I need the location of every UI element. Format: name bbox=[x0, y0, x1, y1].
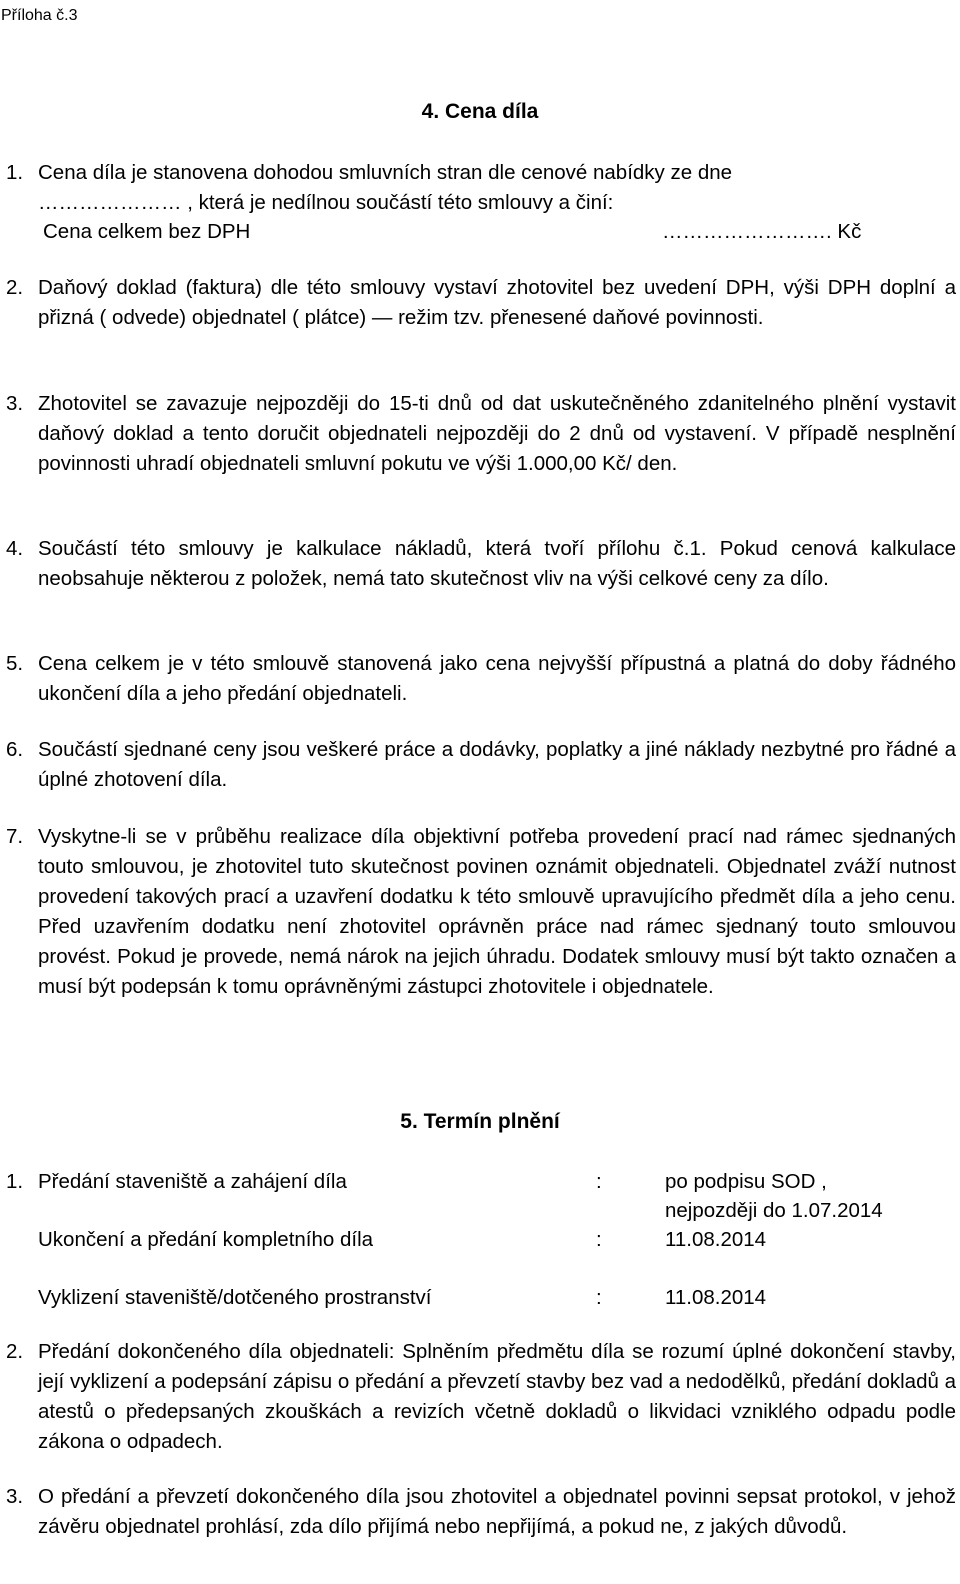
paragraph-text: Předání dokončeného díla objednateli: Splněním předmětu díla se rozumí úplné dokončení stavby, její vyklizení a podepsání zápisu o předání a převzetí stavby bez vad a nedodělků, předání dokladů a atestů o předepsaných zkouškách a revizích včetně dokladů o likvidaci vzniklého odpadu podle zákona o odpadech. bbox=[38, 1340, 956, 1453]
paragraph-6 bbox=[6, 735, 956, 795]
paragraph-text: O předání a převzetí dokončeného díla jsou zhotovitel a objednatel povinni sepsat protokol, v jehož závěru objednatel prohlásí, zda dílo přijímá nebo nepřijímá, a pokud ne, z jakých důvodů. bbox=[38, 1485, 956, 1538]
p1-line2: ………………… , která je nedílnou součástí této smlouvy a činí: bbox=[38, 191, 614, 214]
schedule-separator: : bbox=[596, 1170, 602, 1193]
paragraph-number: 2. bbox=[6, 276, 24, 299]
paragraph-number: 2. bbox=[6, 1340, 24, 1363]
paragraph-text: Součástí sjednané ceny jsou veškeré práce a dodávky, poplatky a jiné náklady nezbytné pro řádné a úplné zhotovení díla. bbox=[38, 738, 956, 791]
paragraph-7 bbox=[6, 822, 956, 1002]
paragraph-2 bbox=[6, 273, 956, 333]
paragraph-number: 4. bbox=[6, 537, 24, 560]
paragraph-handover bbox=[6, 1337, 956, 1457]
paragraph-text: Součástí této smlouvy je kalkulace nákladů, která tvoří přílohu č.1. Pokud cenová kalkulace neobsahuje některou z položek, nemá tato skutečnost vliv na výši celkové ceny za dílo. bbox=[38, 537, 956, 590]
paragraph-5 bbox=[6, 649, 956, 709]
paragraph-number: 7. bbox=[6, 825, 24, 848]
paragraph-number: 3. bbox=[6, 1485, 24, 1508]
paragraph-number: 5. bbox=[6, 652, 24, 675]
price-label: Cena celkem bez DPH bbox=[43, 220, 251, 243]
paragraph-3 bbox=[6, 389, 956, 479]
price-value: ……………………. Kč bbox=[662, 220, 862, 243]
schedule-value-clearance: 11.08.2014 bbox=[665, 1286, 767, 1309]
paragraph-protocol bbox=[6, 1482, 956, 1542]
paragraph-number: 6. bbox=[6, 738, 24, 761]
schedule-separator: : bbox=[596, 1228, 602, 1251]
paragraph-text: Zhotovitel se zavazuje nejpozději do 15-ti dnů od dat uskutečněného zdanitelného plnění vystavit daňový doklad a tento doručit objednateli nejpozději do 2 dnů od vystavení. V případě nesplnění povinnosti uhradí objednateli smluvní pokutu ve výši 1.000,00 Kč/ den. bbox=[38, 392, 956, 475]
section-heading-price: 4. Cena díla bbox=[421, 100, 539, 123]
schedule-label-handover: Předání staveniště a zahájení díla bbox=[38, 1170, 347, 1193]
schedule-number: 1. bbox=[6, 1170, 24, 1193]
paragraph-text: Cena celkem je v této smlouvě stanovená jako cena nejvyšší přípustná a platná do doby řádného ukončení díla a jeho předání objednateli. bbox=[38, 652, 956, 705]
paragraph-text: Daňový doklad (faktura) dle této smlouvy vystaví zhotovitel bez uvedení DPH, výši DPH doplní a přizná ( odvede) objednatel ( plátce) — režim tzv. přenesené daňové povinnosti. bbox=[38, 276, 956, 329]
paragraph-4 bbox=[6, 534, 956, 594]
paragraph-number: 3. bbox=[6, 392, 24, 415]
p1-number: 1. bbox=[6, 161, 24, 184]
paragraph-text: Vyskytne-li se v průběhu realizace díla objektivní potřeba provedení prací nad rámec sjednaných touto smlouvou, je zhotovitel tuto skutečnost povinen oznámit objednateli. Objednatel zváží nutnost provedení takových prací a uzavření dodatku k této smlouvě upravujícího předmět díla a jeho cenu. Před uzavřením dodatku není zhotovitel oprávněn práce nad rámec sjednaný touto smlouvou provést. Pokud je provede, nemá nárok na jejich úhradu. Dodatek smlouvy musí být takto označen a musí být podepsán k tomu oprávněnými zástupci zhotovitele i objednatele. bbox=[38, 825, 956, 998]
attachment-label: Příloha č.3 bbox=[1, 7, 78, 24]
schedule-value-completion: 11.08.2014 bbox=[665, 1228, 767, 1251]
schedule-label-completion: Ukončení a předání kompletního díla bbox=[38, 1228, 374, 1251]
schedule-separator: : bbox=[596, 1286, 602, 1309]
section-heading-schedule: 5. Termín plnění bbox=[400, 1110, 560, 1133]
schedule-value-handover: po podpisu SOD , bbox=[665, 1170, 827, 1193]
p1-line1: Cena díla je stanovena dohodou smluvních stran dle cenové nabídky ze dne bbox=[38, 161, 733, 184]
schedule-label-clearance: Vyklizení staveniště/dotčeného prostranství bbox=[38, 1286, 432, 1309]
schedule-value-handover-deadline: nejpozději do 1.07.2014 bbox=[665, 1199, 883, 1222]
